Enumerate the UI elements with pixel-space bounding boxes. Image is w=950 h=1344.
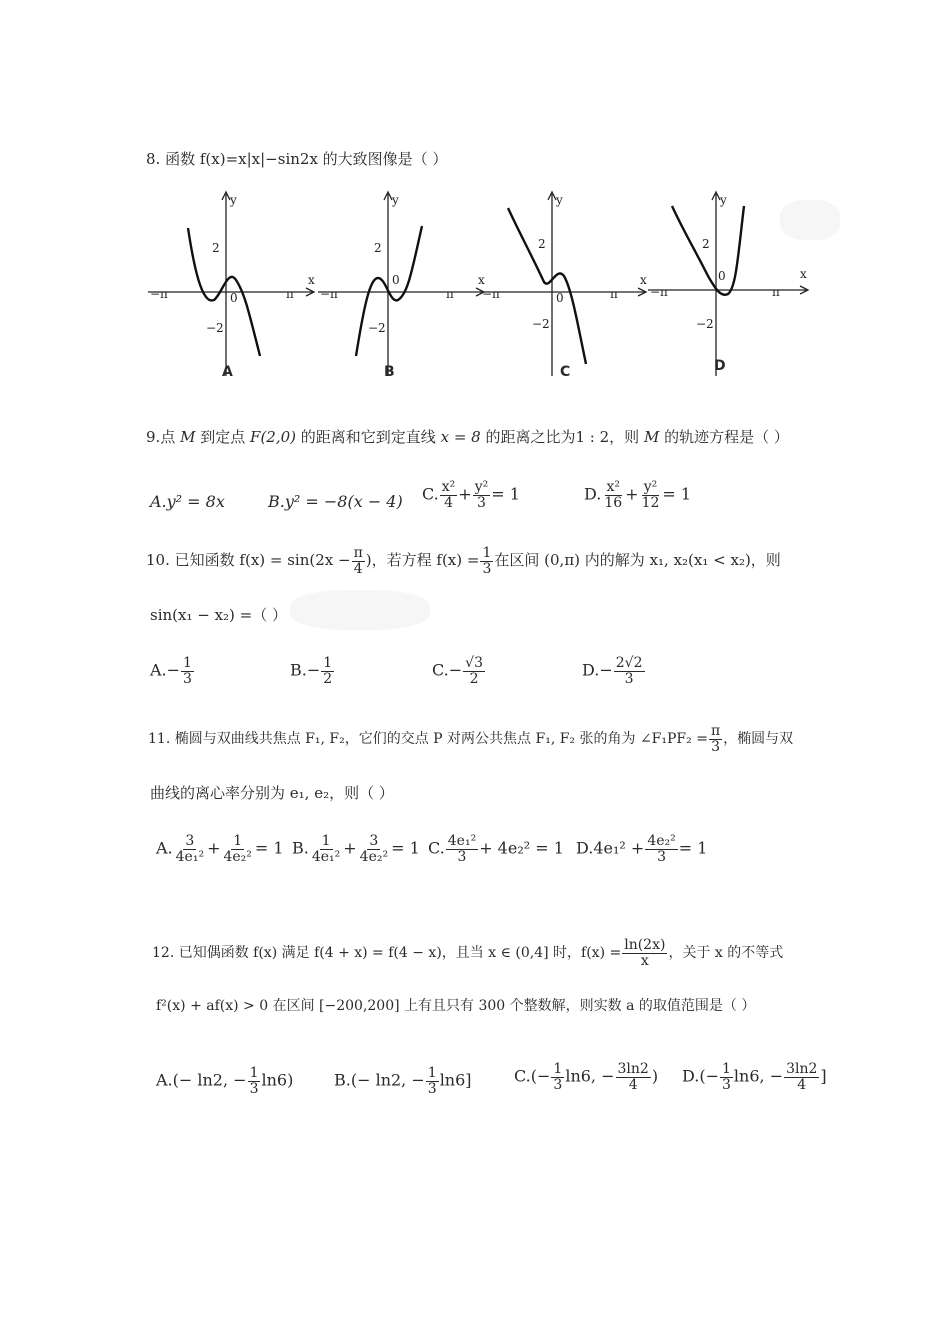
tick-neg-pi: −π	[650, 285, 668, 299]
origin-label: 0	[392, 273, 400, 287]
y-label: y	[720, 193, 727, 207]
tick-neg-2: −2	[368, 321, 386, 335]
tick-2: 2	[212, 241, 220, 255]
y-label: y	[392, 193, 399, 207]
graph-b-svg	[318, 186, 488, 386]
q12-option-c: C.(− $\frac{1}{3}$ ln6, − $\frac{3\ln 2}{4}$ )	[514, 1061, 659, 1093]
q12-option-d: D.(− $\frac{1}{3}$ ln6, − $\frac{3\ln 2}{4}$ ]	[682, 1061, 827, 1093]
graph-label-c: C	[560, 364, 571, 380]
question-8-stem: 8. 函数 f(x)=x|x|−sin2x 的大致图像是（ ）	[146, 150, 448, 168]
scan-smudge	[290, 590, 430, 630]
tick-pi: π	[772, 285, 780, 299]
tick-2: 2	[702, 237, 710, 251]
q10-option-b: B.− $\frac{1}{2}$	[290, 655, 333, 687]
question-10-line2: sin(x₁ − x₂) =（ ）	[150, 606, 288, 624]
q11-option-d: D.4e₁² + $\frac{\text{4e₂²}}{3}$ = 1	[576, 833, 708, 865]
q9-option-d: D. $\frac{\text{x²}}{16}$ + $\frac{\text{y²}}{12}$ = 1	[584, 479, 692, 511]
x-label: x	[640, 273, 647, 287]
graph-a-svg	[148, 186, 318, 386]
origin-label: 0	[556, 291, 564, 305]
origin-label: 0	[718, 269, 726, 283]
graph-option-b	[318, 186, 485, 386]
tick-neg-pi: −π	[320, 287, 338, 301]
tick-2: 2	[538, 237, 546, 251]
graph-label-a: A	[222, 364, 233, 380]
graph-label-d: D	[714, 358, 726, 374]
graph-c-svg	[480, 186, 650, 386]
q10-option-c: C.− $\frac{√3}{2}$	[432, 655, 483, 687]
q9-option-a: A.y² = 8x	[150, 492, 225, 511]
graph-option-c	[480, 186, 647, 386]
tick-neg-2: −2	[532, 317, 550, 331]
tick-pi: π	[610, 287, 618, 301]
q9-option-c: C. $\frac{\text{x²}}{4}$ + $\frac{\text{y²}}{3}$ = 1	[422, 479, 520, 511]
curve-b	[356, 226, 422, 356]
x-label: x	[308, 273, 315, 287]
question-12-line2: f²(x) + af(x) > 0 在区间 [−200,200] 上有且只有 300 个整数解，则实数 a 的取值范围是（ ）	[156, 998, 756, 1014]
q10-option-d: D.− $\frac{2√2}{3}$	[582, 655, 643, 687]
q12-option-a: A.(− ln2, − $\frac{1}{3}$ ln6)	[156, 1065, 294, 1097]
question-10-stem: 10. 已知函数 f(x) = sin(2x − $\frac{\pi}{4}$ )，若方程 f(x) = $\frac{1}{3}$ 在区间 (0,π) 内的解为 x₁, x₂(x₁ < x₂)，则	[146, 545, 781, 577]
graph-label-b: B	[384, 364, 395, 380]
tick-neg-2: −2	[696, 317, 714, 331]
q11-option-a: A. $\frac{3}{\text{4e₁²}}$ + $\frac{1}{\text{4e₂²}}$ = 1	[156, 833, 284, 865]
q12-option-b: B.(− ln2, − $\frac{1}{3}$ ln6]	[334, 1065, 472, 1097]
question-11-line2: 曲线的离心率分别为 e₁, e₂，则（ ）	[150, 784, 394, 802]
question-11-stem: 11. 椭圆与双曲线共焦点 F₁, F₂，它们的交点 P 对两公共焦点 F₁, F₂ 张的角为 ∠F₁PF₂ = $\frac{\pi}{3}$ ，椭圆与双	[148, 723, 794, 755]
origin-label: 0	[230, 291, 238, 305]
q10-option-a: A.− $\frac{1}{3}$	[150, 655, 192, 687]
y-label: y	[556, 193, 563, 207]
q9-option-b: B.y² = −8(x − 4)	[268, 492, 403, 511]
tick-neg-pi: −π	[482, 287, 500, 301]
curve-c	[508, 208, 586, 364]
x-label: x	[478, 273, 485, 287]
graph-d-svg	[648, 186, 818, 386]
tick-2: 2	[374, 241, 382, 255]
tick-pi: π	[446, 287, 454, 301]
y-label: y	[230, 193, 237, 207]
question-12-stem: 12. 已知偶函数 f(x) 满足 f(4 + x) = f(4 − x)，且当 x ∈ (0,4] 时，f(x) = $\frac{\ln(2x)}{x}$ ，关于 x 的不等式	[152, 937, 784, 969]
x-label: x	[800, 267, 807, 281]
question-9-stem: 9.点 M 到定点 F(2,0) 的距离和它到定直线 x = 8 的距离之比为1 : 2，则 M 的轨迹方程是（ ）	[146, 428, 789, 446]
q11-option-b: B. $\frac{1}{\text{4e₁²}}$ + $\frac{3}{\text{4e₂²}}$ = 1	[292, 833, 420, 865]
graph-option-d	[648, 186, 808, 386]
tick-pi: π	[286, 287, 294, 301]
tick-neg-pi: −π	[150, 287, 168, 301]
tick-neg-2: −2	[206, 321, 224, 335]
q11-option-c: C. $\frac{\text{4e₁²}}{3}$ + 4e₂² = 1	[428, 833, 564, 865]
graph-option-a	[148, 186, 315, 386]
